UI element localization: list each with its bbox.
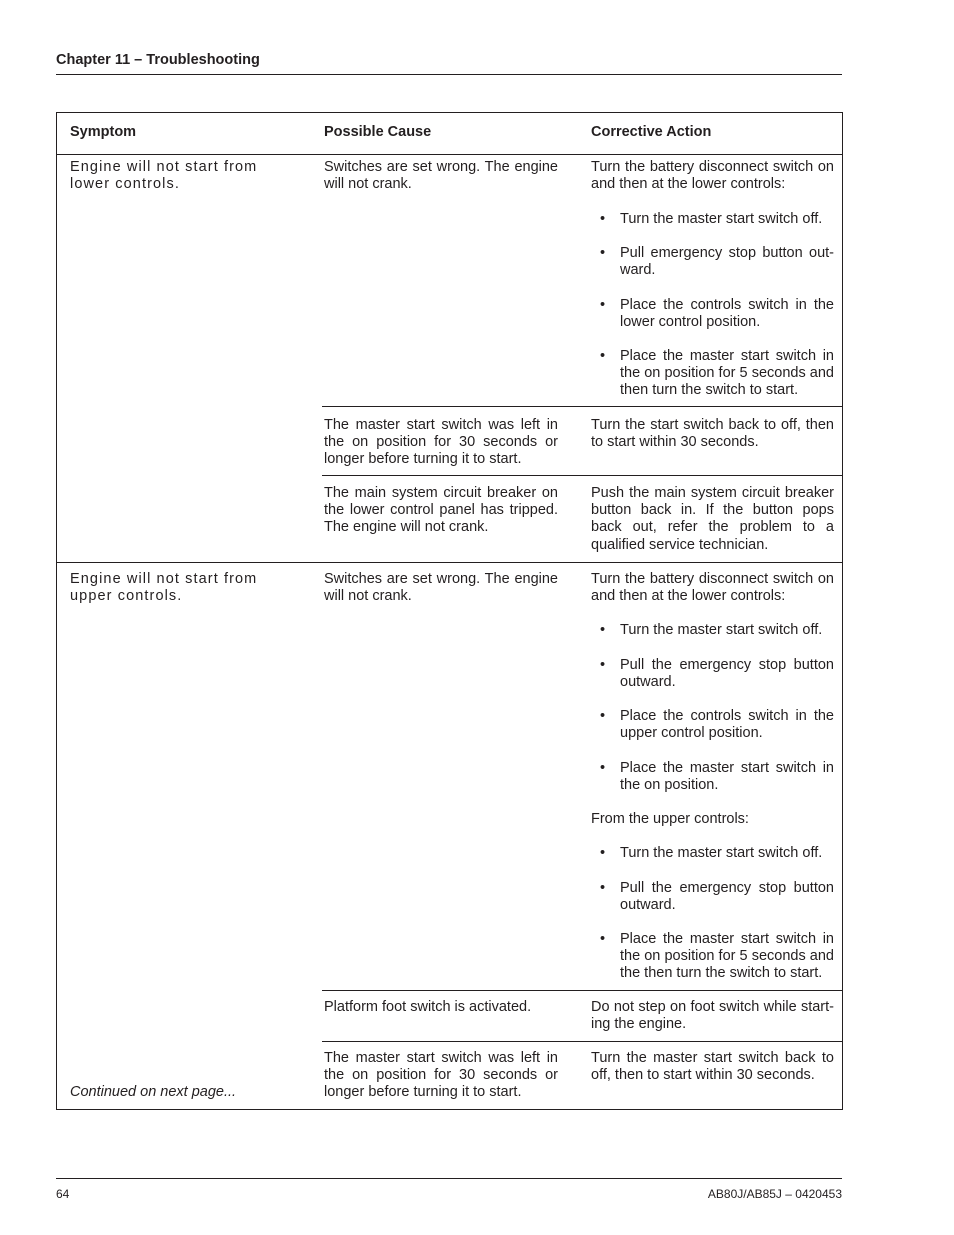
action-mid: From the upper controls: [591,811,749,827]
action-push-breaker: Push the main system circuit breaker button back in. If the button pops back out, refer the problem to a qualified service technician. [591,485,834,553]
row-divider [322,406,842,407]
cause-switches-wrong: Switches are set wrong. The engine will not crank. [324,571,558,605]
cause-left-on: The master start switch was left in the on position for 30 seconds or longer before turning it to start. [324,417,558,468]
group-divider [57,562,842,563]
col-header-cause: Possible Cause [324,124,432,140]
symptom-lower-controls: Engine will not start from lower controls. [70,159,258,193]
row-divider [322,990,842,991]
header-divider [57,154,842,155]
continued-note: Continued on next page... [70,1084,237,1100]
symptom-upper-controls: Engine will not start from upper controls. [70,571,258,605]
cause-breaker-tripped: The main system circuit breaker on the lower control panel has tripped. The engine will not crank. [324,485,558,536]
page-number: 64 [56,1187,70,1201]
cause-foot-switch: Platform foot switch is activated. [324,999,532,1015]
row-divider [322,1041,842,1042]
col-header-action: Corrective Action [591,124,712,140]
cause-switches-wrong: Switches are set wrong. The engine will not crank. [324,159,558,193]
action-intro: Turn the battery disconnect switch on and then at the lower controls: [591,159,834,193]
action-restart: Turn the start switch back to off, then to start within 30 seconds. [591,417,834,451]
chapter-title: Chapter 11 – Troubleshooting [56,52,260,68]
header-rule [56,74,842,75]
doc-id: AB80J/AB85J – 0420453 [707,1187,842,1201]
action-intro: Turn the battery disconnect switch on and then at the lower controls: [591,571,834,605]
cause-left-on: The master start switch was left in the on position for 30 seconds or longer before turning it to start. [324,1050,558,1101]
action-foot-switch: Do not step on foot switch while start-ing the engine. [591,999,834,1033]
footer-rule [56,1178,842,1179]
action-restart: Turn the master start switch back to off, then to start within 30 seconds. [591,1050,834,1084]
row-divider [322,475,842,476]
col-header-symptom: Symptom [70,124,137,140]
troubleshooting-table: Symptom Possible Cause Corrective Action Engine will not start from lower controls. Switches are set wrong. The engine will not crank. Turn the battery disconnect switch on and then at the lower controls: • Turn the master start switch off. • Pull emergency stop button out-ward. • Place the controls switch in the lower control position. • Place the master start switch in the on position for 5 seconds and then turn the switch to start. The master start switch was left in the on position for 30 seconds or longer before turning it to start. Turn the start switch back to off, then to start within 30 seconds. The main system circuit breaker on the lower control panel has tripped. The engine will not crank. Push the main system circuit breaker button back in. If the button pops back out, refer the problem to a qualified service technician. Engine will not start from upper controls. Switches are set wrong. The engine will not crank. Turn the battery disconnect switch on and then at the lower controls: • Turn the master start switch off. • Pull the emergency stop button outward. • Place the controls switch in the upper control position. • Place the master start switch in the on position. From the upper controls: • Turn the master start switch off. • Pull the emergency stop button outward. • Place the master start switch in the on position for 5 seconds and the then turn the switch to start. Platform foot switch is activated. Do not step on foot switch while start-ing the engine. The master start switch was left in the on position for 30 seconds or longer before turning it to start. Turn the master start switch back to off, then to start within 30 seconds. Continued on next page... [56,112,843,1110]
